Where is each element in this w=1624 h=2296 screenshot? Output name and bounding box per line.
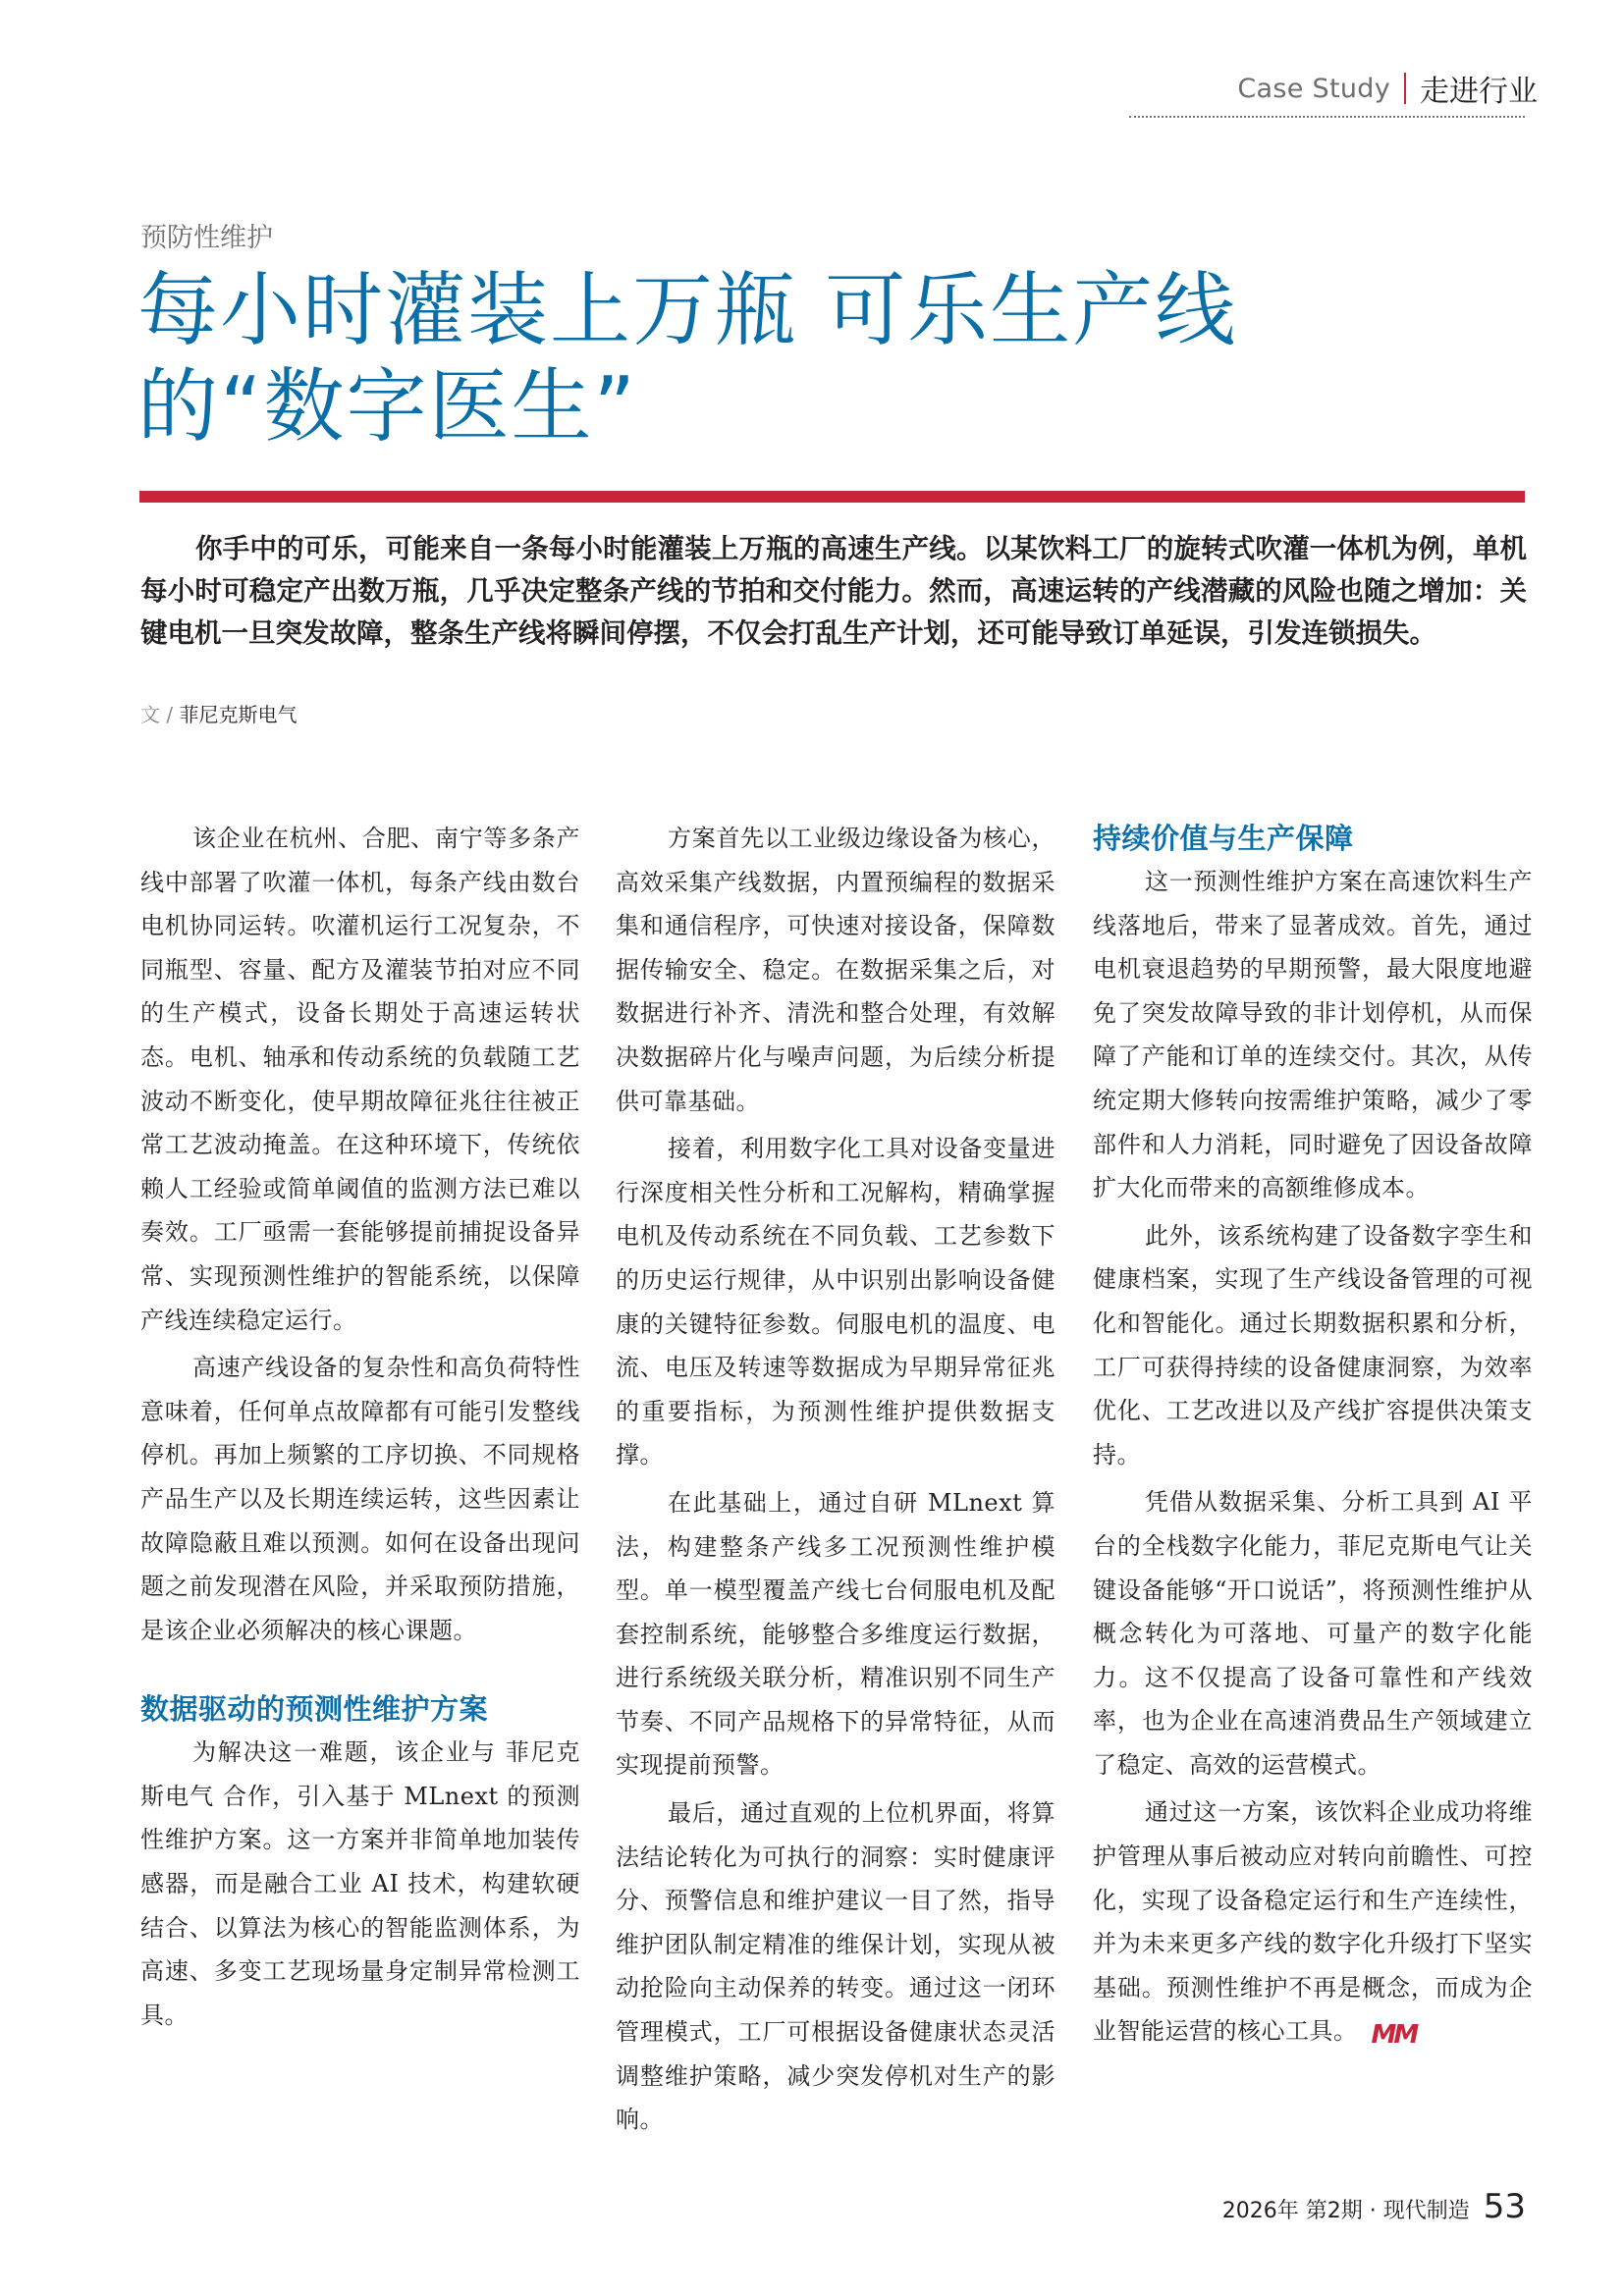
byline-prefix: 文 / bbox=[140, 703, 180, 726]
title-line: 的“数字医生” bbox=[137, 360, 637, 454]
body-paragraph: 这一预测性维护方案在高速饮料生产线落地后，带来了显著成效。首先，通过电机衰退趋势的早期预警，最大限度地避免了突发故障导致的非计划停机，从而保障了产能和订单的连续交付。其次，从传统定期大修转向按需维护策略，减少了零部件和人力消耗，同时避免了因设备故障扩大化而带来的高额维修成本。 bbox=[1093, 868, 1533, 1202]
issue-label: 2026年 第2期 · 现代制造 bbox=[1221, 2199, 1470, 2223]
body-paragraph: 方案首先以工业级边缘设备为核心，高效采集产线数据，内置预编程的数据采集和通信程序，可快速对接设备，保障数据传输安全、稳定。在数据采集之后，对数据进行补齐、清洗和整合处理，有效解决数据碎片化与噪声问题，为后续分析提供可靠基础。 bbox=[616, 825, 1056, 1115]
body-paragraph: 此外，该系统构建了设备数字孪生和健康档案，实现了生产线设备管理的可视化和智能化。通过长期数据积累和分析，工厂可获得持续的设备健康洞察，为效率优化、工艺改进以及产线扩容提供决策支持。 bbox=[1093, 1221, 1533, 1468]
body-paragraph: 接着，利用数字化工具对设备变量进行深度相关性分析和工况解构，精确掌握电机及传动系统在不同负载、工艺参数下的历史运行规律，从中识别出影响设备健康的关键特征参数。伺服电机的温度、电流、电压及转速等数据成为早期异常征兆的重要指标，为预测性维护提供数据支撑。 bbox=[616, 1135, 1056, 1469]
article-kicker: 预防性维护 bbox=[140, 223, 273, 253]
body-paragraph: 最后，通过直观的上位机界面，将算法结论转化为可执行的洞察：实时健康评分、预警信息和维护建议一目了然，指导维护团队制定精准的维保计划，实现从被动抢险向主动保养的转变。通过这一闭环管理模式，工厂可根据设备健康状态灵活调整维护策略，减少突发停机对生产的影响。 bbox=[616, 1799, 1056, 2134]
final-paragraph-text: 通过这一方案，该饮料企业成功将维护管理从事后被动应对转向前瞻性、可控化，实现了设备稳定运行和生产连续性，并为未来更多产线的数字化升级打下坚实基础。预测性维护不再是概念，而成为企业智能运营的核心工具。 bbox=[1093, 1798, 1533, 2046]
body-column-2 bbox=[616, 817, 1056, 2142]
body-column-1 bbox=[140, 817, 580, 2037]
page-footer bbox=[1222, 2187, 1526, 2226]
body-paragraph: 在此基础上，通过自研 MLnext 算法，构建整条产线多工况预测性维护模型。单一模型覆盖产线七台伺服电机及配套控制系统，能够整合多维度运行数据，进行系统级关联分析，精准识别不同生产节奏、不同产品规格下的异常特征，从而实现提前预警。 bbox=[616, 1488, 1056, 1780]
body-paragraph: 凭借从数据采集、分析工具到 AI 平台的全栈数字化能力，菲尼克斯电气让关键设备能够“开口说话”，将预测性维护从概念转化为可落地、可量产的数字化能力。这不仅提高了设备可靠性和产线效率，也为企业在高速消费品生产领域建立了稳定、高效的运营模式。 bbox=[1093, 1488, 1533, 1779]
body-paragraph: 高速产线设备的复杂性和高负荷特性意味着，任何单点故障都有可能引发整线停机。再加上频繁的工序切换、不同规格产品生产以及长期连续运转，这些因素让故障隐蔽且难以预测。如何在设备出现问题之前发现潜在风险，并采取预防措施，是该企业必须解决的核心课题。 bbox=[140, 1354, 580, 1644]
body-paragraph: 为解决这一难题，该企业与 菲尼克斯电气 合作，引入基于 MLnext 的预测性维护方案。这一方案并非简单地加装传感器，而是融合工业 AI 技术，构建软硬结合、以算法为核心的智能监测体系，为高速、多变工艺现场量身定制异常检测工具。 bbox=[140, 1738, 580, 2029]
article-lede: 你手中的可乐，可能来自一条每小时能灌装上万瓶的高速生产线。以某饮料工厂的旋转式吹灌一体机为例，单机每小时可稳定产出数万瓶，几乎决定整条产线的节拍和交付能力。然而，高速运转的产线潜藏的风险也随之增加：关键电机一旦突发故障，整条生产线将瞬间停摆，不仅会打乱生产计划，还可能导致订单延误，引发连锁损失。 bbox=[140, 533, 1527, 649]
body-column-3 bbox=[1093, 817, 1533, 2054]
section-heading: 持续价值与生产保障 bbox=[1093, 822, 1354, 855]
body-paragraph-final bbox=[1093, 1790, 1533, 2054]
end-mark-logo-icon: MM bbox=[1371, 2020, 1417, 2051]
section-label bbox=[1237, 67, 1538, 110]
section-label-zh: 走进行业 bbox=[1420, 75, 1538, 109]
section-label-en: Case Study bbox=[1237, 73, 1390, 104]
body-paragraph: 该企业在杭州、合肥、南宁等多条产线中部署了吹灌一体机，每条产线由数台电机协同运转。吹灌机运行工况复杂，不同瓶型、容量、配方及灌装节拍对应不同的生产模式，设备长期处于高速运转状态。电机、轴承和传动系统的负载随工艺波动不断变化，使早期故障征兆往往被正常工艺波动掩盖。在这种环境下，传统依赖人工经验或简单阈值的监测方法已难以奏效。工厂亟需一套能够提前捕捉设备异常、实现预测性维护的智能系统，以保障产线连续稳定运行。 bbox=[140, 825, 580, 1334]
title-rule bbox=[139, 491, 1525, 503]
byline bbox=[140, 699, 297, 727]
header-divider bbox=[1404, 73, 1406, 104]
page-number: 53 bbox=[1483, 2187, 1526, 2226]
article-title bbox=[137, 263, 1237, 455]
title-line: 每小时灌装上万瓶 可乐生产线 bbox=[137, 264, 1238, 357]
header-dotted-rule bbox=[1129, 116, 1525, 118]
byline-author: 菲尼克斯电气 bbox=[179, 703, 298, 726]
section-heading: 数据驱动的预测性维护方案 bbox=[140, 1692, 489, 1727]
